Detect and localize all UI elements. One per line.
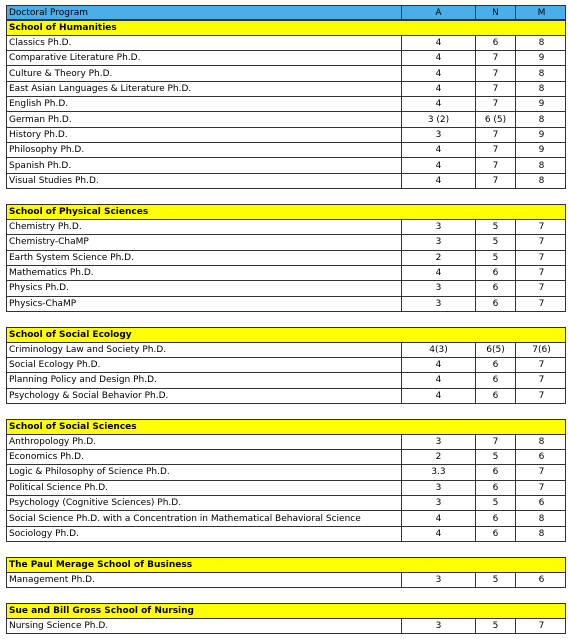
- program-name: Economics Ph.D.: [9, 452, 84, 463]
- table-row: [6, 251, 566, 266]
- spacer-row: [6, 312, 566, 327]
- value-a: 3: [401, 281, 475, 295]
- program-name: Logic & Philosophy of Science Ph.D.: [9, 467, 170, 478]
- value-m: 8: [515, 112, 567, 126]
- value-n: 7: [475, 51, 515, 65]
- program-name: Planning Policy and Design Ph.D.: [9, 375, 157, 386]
- value-a: 4: [401, 66, 475, 80]
- value-a: 3: [401, 435, 475, 449]
- value-a: 3: [401, 496, 475, 510]
- program-name: Psychology & Social Behavior Ph.D.: [9, 390, 169, 401]
- section-title: School of Physical Sciences: [9, 207, 149, 218]
- value-m: 7: [515, 297, 567, 311]
- value-n: 6: [475, 389, 515, 403]
- value-n: 7: [475, 66, 515, 80]
- table-row: [6, 66, 566, 81]
- program-name: East Asian Languages & Literature Ph.D.: [9, 83, 192, 94]
- value-n: 5: [475, 251, 515, 265]
- table-row: [6, 358, 566, 373]
- value-m: 7: [515, 389, 567, 403]
- value-m: 7: [515, 251, 567, 265]
- value-a: 4: [401, 174, 475, 188]
- value-n: 6: [475, 36, 515, 50]
- program-name: Philosophy Ph.D.: [9, 145, 85, 156]
- table-row: [6, 112, 566, 127]
- spacer-row: [6, 588, 566, 603]
- value-a: 4: [401, 373, 475, 387]
- value-m: 7: [515, 358, 567, 372]
- value-m: 9: [515, 143, 567, 157]
- table-row: [6, 281, 566, 296]
- value-a: 3 (2): [401, 112, 475, 126]
- section-title: The Paul Merage School of Business: [9, 560, 193, 571]
- value-m: 7: [515, 220, 567, 234]
- table-row: [6, 373, 566, 388]
- value-a: 4: [401, 511, 475, 525]
- header-n: N: [475, 6, 515, 19]
- value-a: 4: [401, 51, 475, 65]
- value-a: 4: [401, 158, 475, 172]
- table-row: [6, 143, 566, 158]
- section-title: School of Social Ecology: [9, 329, 132, 340]
- value-a: 4: [401, 97, 475, 111]
- value-n: 6: [475, 266, 515, 280]
- value-a: 2: [401, 251, 475, 265]
- value-m: 6: [515, 496, 567, 510]
- value-n: 5: [475, 220, 515, 234]
- program-name: Mathematics Ph.D.: [9, 268, 94, 279]
- table-body: [6, 20, 566, 634]
- table-row: [6, 36, 566, 51]
- table-row: [6, 82, 566, 97]
- table-row: [6, 235, 566, 250]
- table-row: [6, 619, 566, 634]
- table-row: [6, 435, 566, 450]
- value-m: 6: [515, 573, 567, 587]
- program-name: Physics-ChaMP: [9, 298, 77, 309]
- section-title: Sue and Bill Gross School of Nursing: [9, 606, 194, 617]
- value-n: 5: [475, 619, 515, 633]
- value-a: 3: [401, 619, 475, 633]
- program-name: Culture & Theory Ph.D.: [9, 68, 113, 79]
- value-m: 9: [515, 97, 567, 111]
- value-m: 8: [515, 527, 567, 541]
- value-a: 3.3: [401, 465, 475, 479]
- table-row: [6, 97, 566, 112]
- section-header: [6, 419, 566, 434]
- section-header: [6, 20, 566, 35]
- header-program: Doctoral Program: [9, 7, 88, 18]
- value-m: 8: [515, 435, 567, 449]
- value-n: 6: [475, 481, 515, 495]
- value-a: 2: [401, 450, 475, 464]
- value-m: 8: [515, 174, 567, 188]
- table-row: [6, 220, 566, 235]
- programs-table: [6, 5, 566, 634]
- value-a: 4: [401, 389, 475, 403]
- value-m: 6: [515, 450, 567, 464]
- section-header: [6, 603, 566, 618]
- table-row: [6, 128, 566, 143]
- value-m: 7(6): [515, 343, 567, 357]
- value-n: 5: [475, 573, 515, 587]
- value-n: 6 (5): [475, 112, 515, 126]
- value-a: 4: [401, 82, 475, 96]
- program-name: Social Ecology Ph.D.: [9, 360, 101, 371]
- value-n: 7: [475, 143, 515, 157]
- value-m: 7: [515, 465, 567, 479]
- spacer-row: [6, 189, 566, 204]
- program-name: Spanish Ph.D.: [9, 160, 72, 171]
- value-n: 7: [475, 97, 515, 111]
- value-n: 5: [475, 496, 515, 510]
- value-m: 9: [515, 128, 567, 142]
- table-row: [6, 297, 566, 312]
- program-name: Chemistry-ChaMP: [9, 237, 89, 248]
- program-name: Physics Ph.D.: [9, 283, 69, 294]
- program-name: Political Science Ph.D.: [9, 482, 108, 493]
- value-m: 7: [515, 373, 567, 387]
- header-m: M: [515, 6, 567, 19]
- spacer-row: [6, 404, 566, 419]
- table-row: [6, 481, 566, 496]
- value-m: 8: [515, 66, 567, 80]
- value-n: 6(5): [475, 343, 515, 357]
- program-name: Comparative Literature Ph.D.: [9, 53, 141, 64]
- value-n: 7: [475, 435, 515, 449]
- value-a: 4: [401, 527, 475, 541]
- value-n: 7: [475, 158, 515, 172]
- section-title: School of Humanities: [9, 23, 117, 34]
- value-n: 7: [475, 82, 515, 96]
- table-row: [6, 573, 566, 588]
- value-m: 7: [515, 481, 567, 495]
- value-a: 3: [401, 481, 475, 495]
- program-name: Anthropology Ph.D.: [9, 436, 97, 447]
- program-name: History Ph.D.: [9, 129, 68, 140]
- program-name: Chemistry Ph.D.: [9, 221, 82, 232]
- value-a: 3: [401, 220, 475, 234]
- value-a: 4: [401, 36, 475, 50]
- spacer-row: [6, 542, 566, 557]
- value-m: 7: [515, 281, 567, 295]
- value-a: 3: [401, 297, 475, 311]
- value-m: 8: [515, 82, 567, 96]
- value-n: 6: [475, 527, 515, 541]
- value-m: 7: [515, 266, 567, 280]
- value-n: 6: [475, 465, 515, 479]
- program-name: German Ph.D.: [9, 114, 72, 125]
- value-n: 6: [475, 358, 515, 372]
- program-name: Nursing Science Ph.D.: [9, 620, 109, 631]
- table-row: [6, 266, 566, 281]
- value-m: 7: [515, 619, 567, 633]
- value-a: 3: [401, 128, 475, 142]
- program-name: Earth System Science Ph.D.: [9, 252, 134, 263]
- value-n: 5: [475, 235, 515, 249]
- value-a: 4: [401, 143, 475, 157]
- program-name: Classics Ph.D.: [9, 37, 72, 48]
- table-row: [6, 527, 566, 542]
- value-a: 4(3): [401, 343, 475, 357]
- table-row: [6, 51, 566, 66]
- value-n: 7: [475, 128, 515, 142]
- table-row: [6, 450, 566, 465]
- value-m: 8: [515, 158, 567, 172]
- value-m: 9: [515, 51, 567, 65]
- table-row: [6, 496, 566, 511]
- value-a: 3: [401, 235, 475, 249]
- value-a: 4: [401, 358, 475, 372]
- value-n: 6: [475, 511, 515, 525]
- table-row: [6, 465, 566, 480]
- program-name: Visual Studies Ph.D.: [9, 175, 99, 186]
- value-m: 8: [515, 36, 567, 50]
- program-name: Social Science Ph.D. with a Concentration in Mathematical Behavioral Science: [9, 513, 361, 524]
- value-n: 7: [475, 174, 515, 188]
- value-a: 4: [401, 266, 475, 280]
- value-n: 6: [475, 297, 515, 311]
- table-row: [6, 389, 566, 404]
- program-name: Sociology Ph.D.: [9, 528, 79, 539]
- value-n: 6: [475, 373, 515, 387]
- value-a: 3: [401, 573, 475, 587]
- table-row: [6, 511, 566, 526]
- program-name: English Ph.D.: [9, 99, 69, 110]
- table-row: [6, 158, 566, 173]
- program-name: Psychology (Cognitive Sciences) Ph.D.: [9, 498, 182, 509]
- section-header: [6, 204, 566, 219]
- header-row: [6, 5, 566, 20]
- value-n: 6: [475, 281, 515, 295]
- value-m: 8: [515, 511, 567, 525]
- section-header: [6, 327, 566, 342]
- table-row: [6, 174, 566, 189]
- section-title: School of Social Sciences: [9, 421, 137, 432]
- value-n: 5: [475, 450, 515, 464]
- program-name: Management Ph.D.: [9, 574, 95, 585]
- table-row: [6, 343, 566, 358]
- header-a: A: [401, 6, 475, 19]
- section-header: [6, 557, 566, 572]
- program-name: Criminology Law and Society Ph.D.: [9, 344, 167, 355]
- value-m: 7: [515, 235, 567, 249]
